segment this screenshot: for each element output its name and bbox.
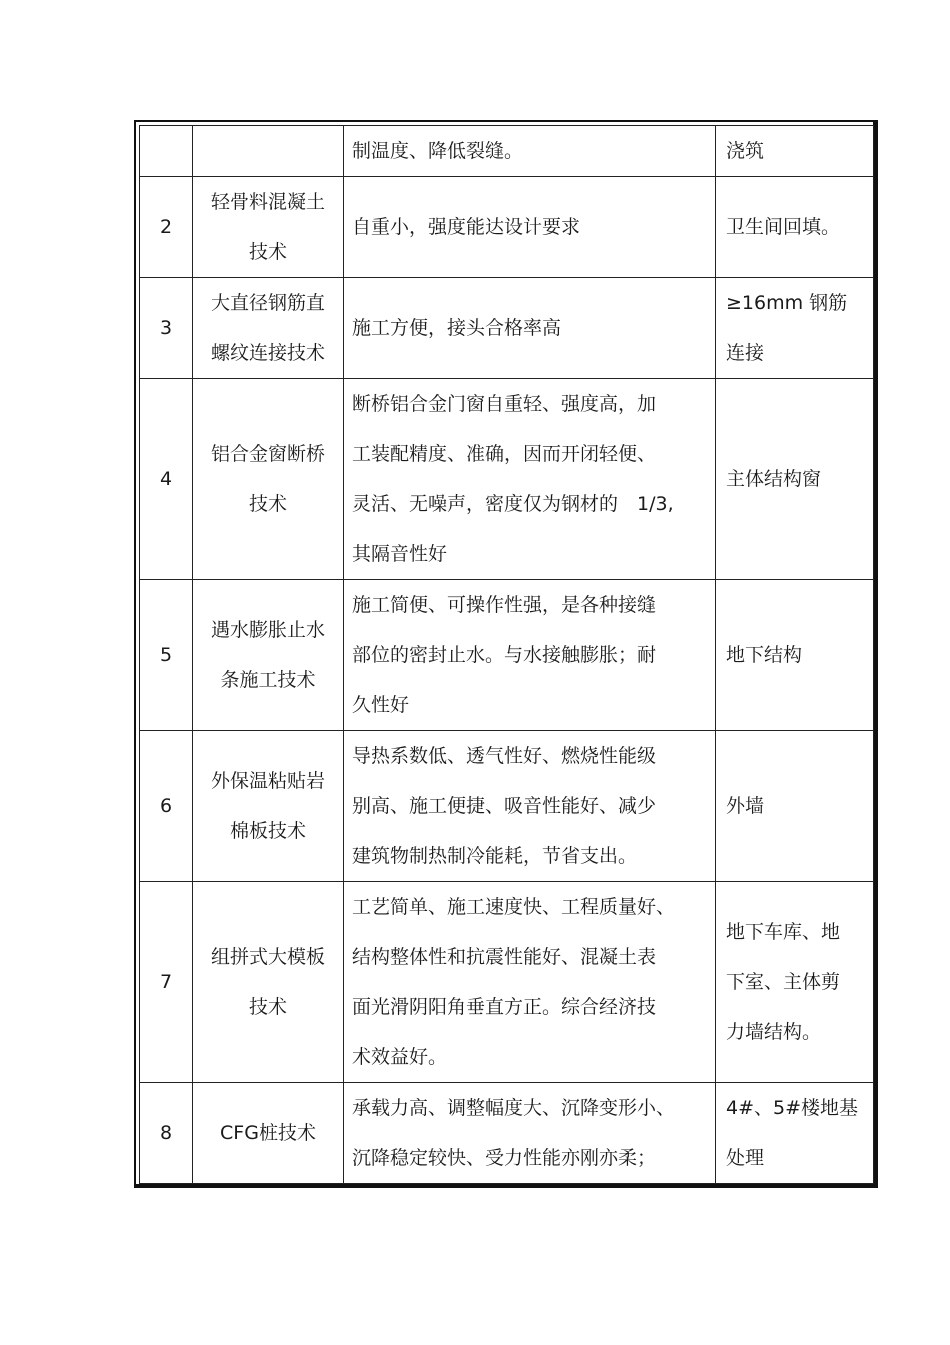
technology-name-cell: 铝合金窗断桥 技术 — [193, 379, 344, 580]
application-scope-cell: 4#、5#楼地基 处理 — [716, 1083, 874, 1184]
technology-name-cell: 轻骨料混凝土 技术 — [193, 177, 344, 278]
row-number-cell: 4 — [140, 379, 193, 580]
technology-table-frame — [134, 120, 878, 1188]
table-row — [140, 580, 874, 731]
row-number-cell: 2 — [140, 177, 193, 278]
application-scope-cell: 地下车库、地 下室、主体剪 力墙结构。 — [716, 882, 874, 1083]
application-scope-cell: 卫生间回填。 — [716, 177, 874, 278]
table-row — [140, 278, 874, 379]
feature-cell: 工艺简单、施工速度快、工程质量好、 结构整体性和抗震性能好、混凝土表 面光滑阴阳角垂直方正。综合经济技 术效益好。 — [344, 882, 716, 1083]
application-scope-cell: 地下结构 — [716, 580, 874, 731]
table-row — [140, 882, 874, 1083]
feature-cell: 承载力高、调整幅度大、沉降变形小、 沉降稳定较快、受力性能亦刚亦柔； — [344, 1083, 716, 1184]
row-number-cell — [140, 126, 193, 177]
feature-cell: 施工简便、可操作性强，是各种接缝 部位的密封止水。与水接触膨胀；耐 久性好 — [344, 580, 716, 731]
row-number-cell: 5 — [140, 580, 193, 731]
row-number-cell: 3 — [140, 278, 193, 379]
table-row — [140, 379, 874, 580]
table-row — [140, 177, 874, 278]
row-number-cell: 6 — [140, 731, 193, 882]
application-scope-cell: ≥16mm 钢筋 连接 — [716, 278, 874, 379]
technology-name-cell — [193, 126, 344, 177]
table-row — [140, 1083, 874, 1184]
feature-cell: 断桥铝合金门窗自重轻、强度高，加 工装配精度、准确，因而开闭轻便、 灵活、无噪声，密度仅为钢材的 1/3, 其隔音性好 — [344, 379, 716, 580]
application-scope-cell: 浇筑 — [716, 126, 874, 177]
feature-cell: 施工方便，接头合格率高 — [344, 278, 716, 379]
technology-name-cell: 组拼式大模板 技术 — [193, 882, 344, 1083]
technology-name-cell: CFG桩技术 — [193, 1083, 344, 1184]
application-scope-cell: 主体结构窗 — [716, 379, 874, 580]
technology-name-cell: 大直径钢筋直 螺纹连接技术 — [193, 278, 344, 379]
feature-cell: 制温度、降低裂缝。 — [344, 126, 716, 177]
feature-cell: 导热系数低、透气性好、燃烧性能级 别高、施工便捷、吸音性能好、减少 建筑物制热制冷能耗，节省支出。 — [344, 731, 716, 882]
technology-name-cell: 外保温粘贴岩 棉板技术 — [193, 731, 344, 882]
table-row — [140, 126, 874, 177]
row-number-cell: 8 — [140, 1083, 193, 1184]
technology-name-cell: 遇水膨胀止水 条施工技术 — [193, 580, 344, 731]
technology-table — [139, 125, 874, 1184]
feature-cell: 自重小，强度能达设计要求 — [344, 177, 716, 278]
row-number-cell: 7 — [140, 882, 193, 1083]
table-row — [140, 731, 874, 882]
application-scope-cell: 外墙 — [716, 731, 874, 882]
